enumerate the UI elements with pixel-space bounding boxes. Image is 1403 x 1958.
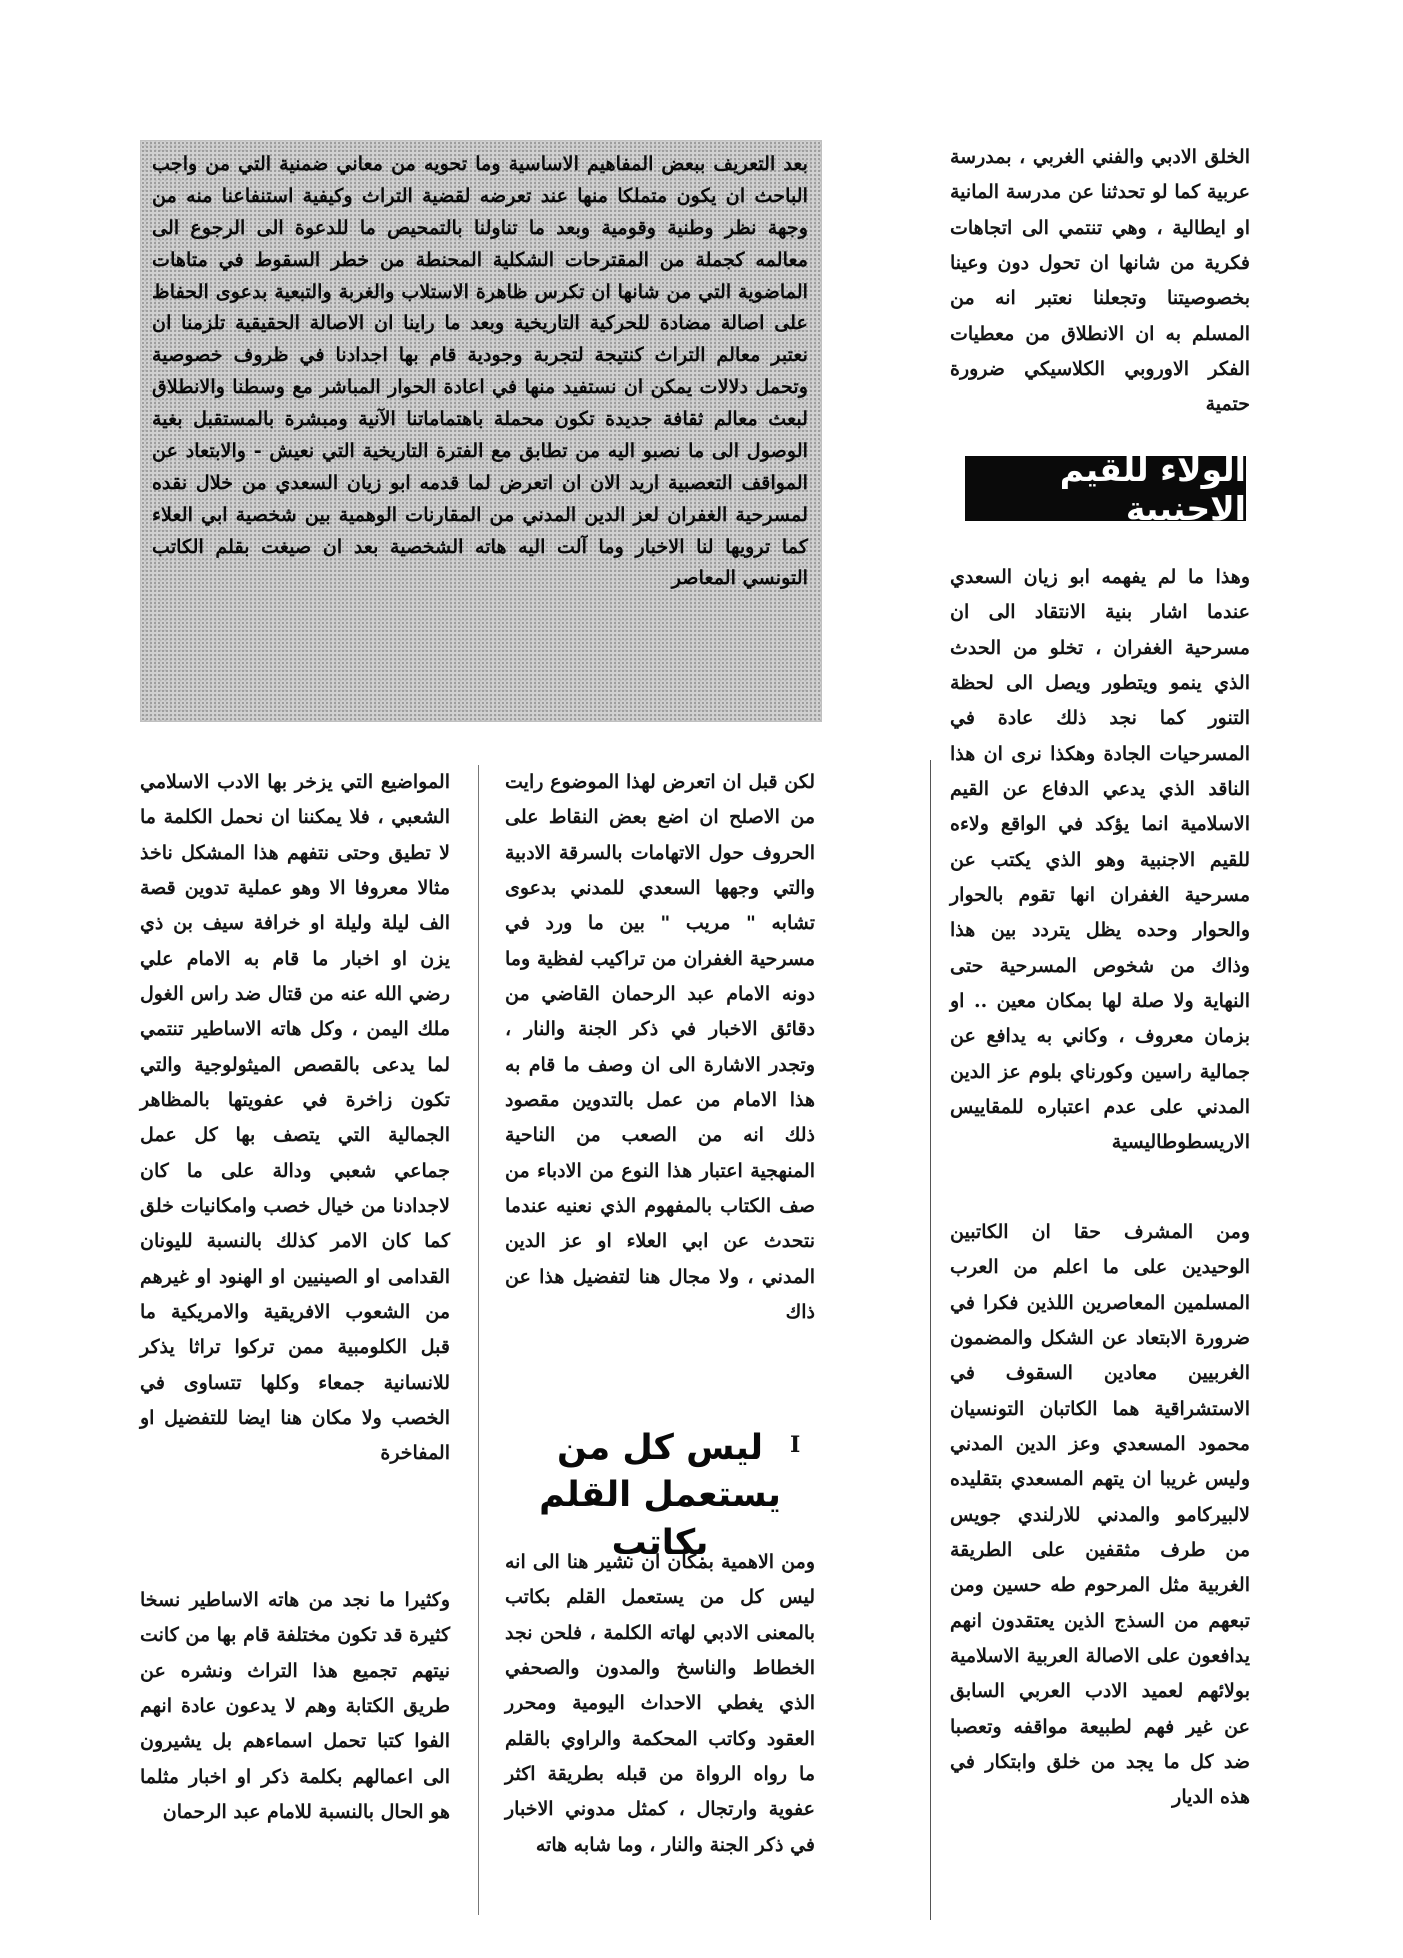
left-column-top <box>140 765 450 1472</box>
section-heading: ليس كل من يستعمل القلم بكاتب <box>539 1428 781 1563</box>
column-rule-right <box>930 760 931 1920</box>
middle-column-bottom <box>505 1545 815 1863</box>
right-column-middle <box>950 560 1250 1161</box>
subheading-banner <box>965 449 1246 528</box>
left-column-bottom <box>140 1583 450 1830</box>
right-column-top <box>950 140 1250 423</box>
subheading-banner-text: الولاء للقيم الاجنبية <box>1059 449 1246 528</box>
right-paragraph-3: ومن المشرف حقا ان الكاتبين الوحيدين على ما اعلم من العرب المسلمين المعاصرين اللذين فكرا في ضرورة الابتعاد عن الشكل والمضمون الغربيين معادين السقوف في الاستشراقية هما الكاتبان التونسيان محمود المسعدي وعز الدين المدني وليس غريبا ان يتهم المسعدي بتقليده لالبيركامو والمدني للارلندي جويس من طرف مثقفين على الطريقة الغربية مثل المرحوم طه حسين ومن تبعهم من السذج الذين يعتقدون انهم يدافعون على الاصالة العربية الاسلامية بولائهم لعميد الادب العربي السابق عن غير فهم لطبيعة مواقفه وتعصبا ضد كل ما يجد من خلق وابتكار في هذه الديار <box>950 1221 1250 1809</box>
right-column-bottom <box>950 1215 1250 1816</box>
column-rule-left <box>478 765 479 1915</box>
left-paragraph-2: وكثيرا ما نجد من هاته الاساطير نسخا كثيرة قد تكون مختلفة قام بها من كانت نيتهم تجميع هذا التراث ونشره عن طريق الكتابة وهم لا يدعون عادة انهم الفوا كتبا تحمل اسماءهم بل يشيرون الى اعمالهم بكلمة ذكر او اخبار مثلما هو الحال بالنسبة للامام عبد الرحمان <box>139 1589 450 1823</box>
right-paragraph-2: وهذا ما لم يفهمه ابو زيان السعدي عندما اشار بنية الانتقاد الى ان مسرحية الغفران ، تخلو من الحدث الذي ينمو ويتطور ويصل الى لحظة التنور كما نجد ذلك عادة في المسرحيات الجادة وهكذا نرى ان هذا الناقد الذي يدعي الدفاع عن القيم الاسلامية انما يؤكد في الواقع ولاءه للقيم الاجنبية وهو الذي يكتب عن مسرحية الغفران انها تقوم بالحوار والحوار وحده يظل يتردد بين هذا وذاك من شخوص المسرحية حتى النهاية ولا صلة لها بمكان معين .. او بزمان معروف ، وكاني به يدافع عن جمالية راسين وكورناي بلوم عز الدين المدني على عدم اعتباره للمقاييس الاريسطوطاليسية <box>950 566 1250 1154</box>
middle-paragraph-1: لكن قبل ان اتعرض لهذا الموضوع رايت من الاصلح ان اضع بعض النقاط على الحروف حول الاتهامات بالسرقة الادبية والتي وجهها السعدي للمدني بدعوى تشابه " مريب " بين ما ورد في مسرحية الغفران من تراكيب لفظية وما دونه الامام عبد الرحمان القاضي من دقائق الاخبار في ذكر الجنة والنار ، وتجدر الاشارة الى ان وصف ما قام به هذا الامام من عمل بالتدوين مقصود ذلك انه من الصعب من الناحية المنهجية اعتبار هذا النوع من الادباء من صف الكتاب بالمفهوم الذي نعنيه عندما نتحدث عن ابي العلاء او عز الدين المدني ، ولا مجال هنا لتفضيل هذا عن ذاك <box>505 771 815 1323</box>
middle-column-top <box>505 765 815 1330</box>
left-paragraph-1: المواضيع التي يزخر بها الادب الاسلامي الشعبي ، فلا يمكننا ان نحمل الكلمة ما لا تطيق وحتى نتفهم هذا المشكل ناخذ مثالا معروفا الا وهو عملية تدوين قصة الف ليلة وليلة او خرافة سيف بن ذي يزن او اخبار ما قام به الامام علي رضي الله عنه من قتال ضد راس الغول ملك اليمن ، وكل هاته الاساطير تنتمي لما يدعى بالقصص الميثولوجية والتي تكون زاخرة في عفويتها بالمظاهر الجمالية التي يتصف بها كل عمل جماعي شعبي ودالة على ما كان لاجدادنا من خيال خصب وامكانيات خلق كما كان الامر كذلك بالنسبة لليونان القدامى او الصينيين او الهنود او غيرهم من الشعوب الافريقية والامريكية ما قبل الكلومبية ممن تركوا تراثا يذكر للانسانية جمعاء وكلها تتساوى في الخصب ولا مكان هنا ايضا للتفضيل او المفاخرة <box>140 771 450 1465</box>
middle-paragraph-2: ومن الاهمية بمكان ان نشير هنا الى انه ليس كل من يستعمل القلم بكاتب بالمعنى الادبي لهاته الكلمة ، فلحن نجد الخطاط والناسخ والمدون والصحفي الذي يغطي الاحداث اليومية ومحرر العقود وكاتب المحكمة والراوي بالقلم ما رواه الرواة من قبله بطريقة اكثر عفوية وارتجال ، كمثل مدوني الاخبار في ذكر الجنة والنار ، وما شابه هاته <box>505 1551 815 1856</box>
intro-paragraph: بعد التعريف ببعض المفاهيم الاساسية وما تحويه من معاني ضمنية التي من واجب الباحث ان يكون متملكا منها عند تعرضه لقضية التراث وكيفية استنفاعنا منه من وجهة نظر وطنية وقومية وبعد ما تناولنا بالتمحيص ما للدعوة الى الرجوع الى معالمه كجملة من المقترحات الشكلية المحنطة من خطر السقوط في متاهات الماضوية التي من شانها ان تكرس ظاهرة الاستلاب والغربة والتبعية بدعوى الحفاظ على اصالة مضادة للحركية التاريخية وبعد ما راينا ان الاصالة الحقيقية تلزمنا ان نعتبر معالم التراث كنتيجة لتجربة وجودية قام بها اجدادنا في ظروف خصوصية وتحمل دلالات يمكن ان نستفيد منها في اعادة الحوار المباشر مع وسطنا والانطلاق لبعث معالم ثقافة جديدة تكون محملة باهتماماتنا الآنية ومبشرة بالمستقبل بغية الوصول الى ما نصبو اليه من تطابق مع الفترة التاريخية التي نعيش - والابتعاد عن المواقف التعصبية اريد الان ان اتعرض لما قدمه ابو زيان السعدي من خلال نقده لمسرحية الغفران لعز الدين المدني من المقارنات الوهمية بين شخصية ابي العلاء كما ترويها لنا الاخبار وما آلت اليه هاته الشخصية بعد ان صيغت بقلم الكاتب التونسي المعاصر <box>152 152 808 590</box>
right-paragraph-1: الخلق الادبي والفني الغربي ، بمدرسة عربية كما لو تحدثنا عن مدرسة المانية او ايطالية ، وهي تنتمي الى اتجاهات فكرية من شانها ان تحول دون وعينا بخصوصيتنا وتجعلنا نعتبر انه من المسلم به ان الانطلاق من معطيات الفكر الاوروبي الكلاسيكي ضرورة حتمية <box>950 146 1250 416</box>
section-number: I <box>790 1432 801 1458</box>
